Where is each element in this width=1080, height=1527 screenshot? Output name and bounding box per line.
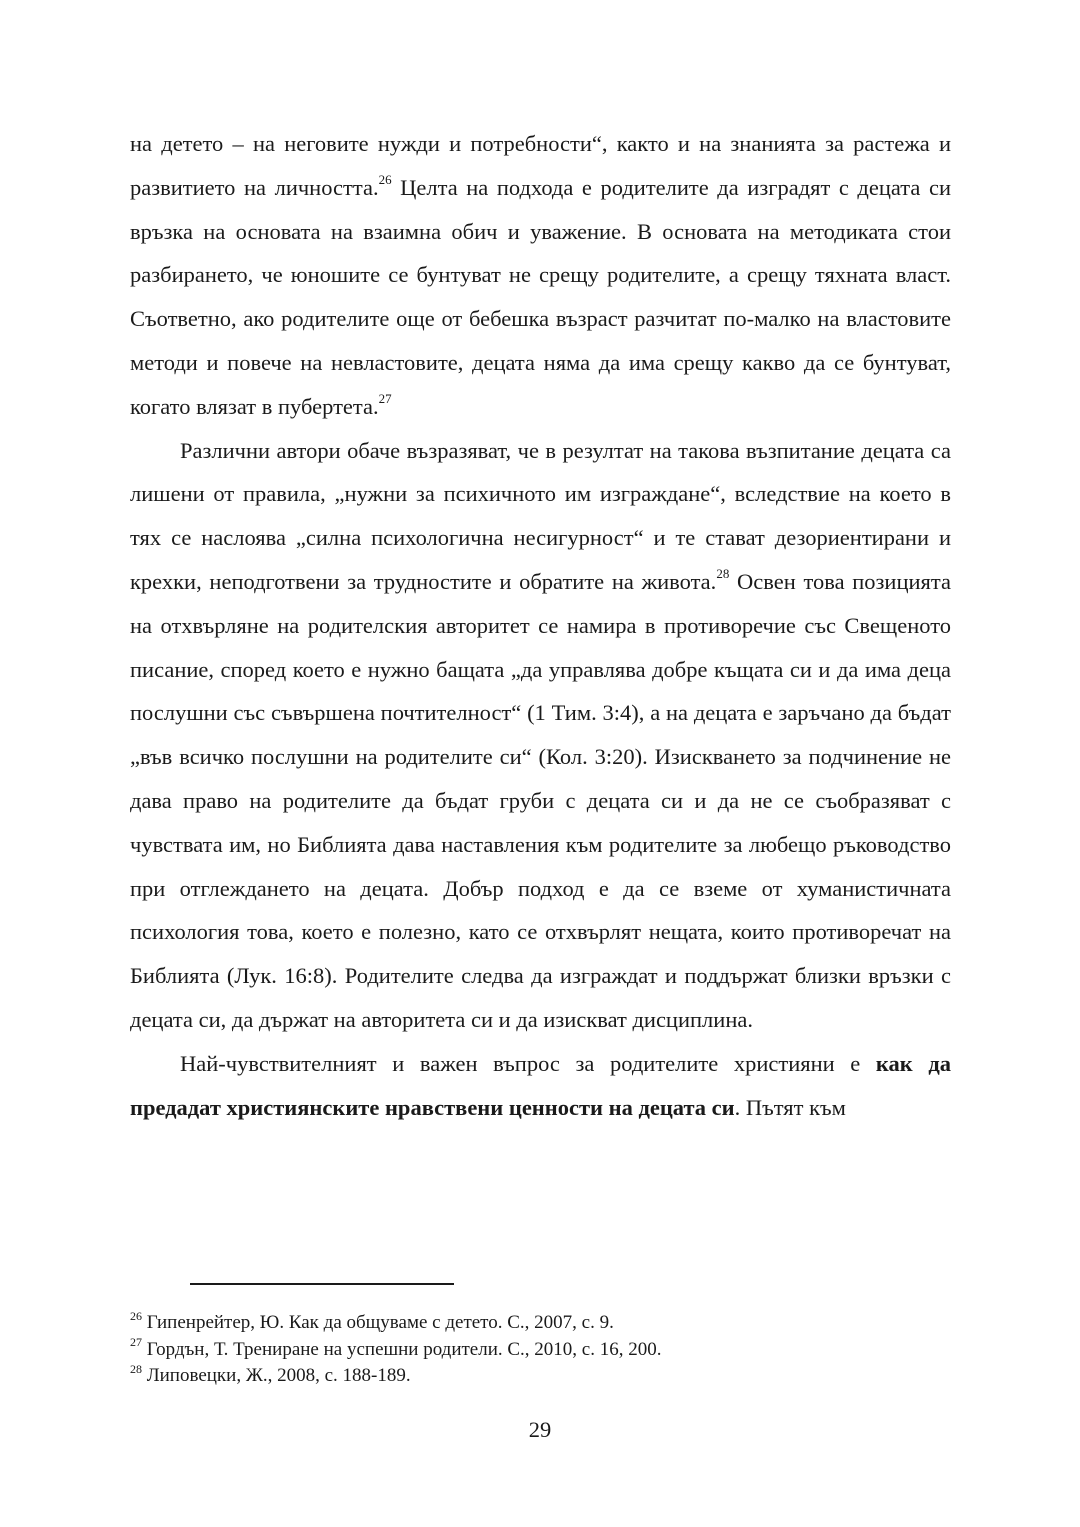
footnote-reference: 28 [716, 566, 730, 582]
page-number: 29 [528, 1417, 552, 1442]
footnote-text: Липовецки, Ж., 2008, с. 188-189. [142, 1365, 411, 1386]
text-run: Целта на подхода е родителите да изградят с децата си връзка на основата на взаимна обич и уважение. В основата на методиката стои разбирането, че юношите се бунтуват не срещу родителите, а срещу тяхната власт. Съответно, ако родителите още от бебешка възраст разчитат по-малко на властовите методи и повече на невластовите, децата няма да има срещу какво да се бунтуват, когато влязат в пубертета. [130, 174, 951, 419]
footnote [130, 1363, 951, 1390]
text-run: Различни автори обаче възразяват, че в резултат на такова възпитание децата са лишени от правила, „нужни за психичното им изграждане“, вследствие на което в тях се наслоява „силна психологична несигурност“ и те стават дезориентирани и крехки, неподготвени за трудностите и обратите на живота. [130, 437, 951, 594]
text-run: Най-чувствителният и важен въпрос за родителите християни е [180, 1050, 876, 1076]
text-run: . Пътят към [734, 1094, 846, 1120]
footnote-number: 26 [130, 1308, 142, 1323]
text-run: Освен това позицията на отхвърляне на родителския авторитет се намира в противоречие със Свещеното писание, според което е нужно бащата „да управлява добре къщата си и да има деца послушни със съвършена почтителност“ (1 Тим. 3:4), а на децата е заръчано да бъдат „във всичко послушни на родителите си“ (Кол. 3:20). Изискването за подчинение не дава право на родителите да бъдат груби с децата си и да не се съобразяват с чувствата им, но Библията дава наставления към родителите за любещо ръководство при отглеждането на децата. Добър подход е да се вземе от хуманистичната психология това, което е полезно, като се отхвърлят нещата, които противоречат на Библията (Лук. 16:8). Родителите следва да изграждат и поддържат близки връзки с децата си, да държат на авторитета си и да изискват дисциплина. [130, 568, 951, 1032]
footnote [130, 1310, 951, 1337]
footnote-text: Гордън, Т. Трениране на успешни родители. С., 2010, с. 16, 200. [142, 1338, 662, 1360]
footnote-reference: 26 [378, 172, 392, 188]
paragraph [130, 122, 951, 429]
bold-text: как да предадат християнските нравствени ценности на децата си [130, 1050, 951, 1120]
paragraph [130, 429, 951, 1042]
footnote-number: 28 [130, 1361, 142, 1376]
footnotes [130, 1310, 951, 1390]
footnote-text: Гипенрейтер, Ю. Как да общуваме с детето. С., 2007, с. 9. [142, 1312, 614, 1333]
footnote-number: 27 [130, 1335, 142, 1350]
text-run: на детето – на неговите нужди и потребности“, както и на знанията за растежа и развитието на личността. [130, 131, 951, 200]
body-text [130, 122, 951, 1129]
footnote-separator [190, 1283, 454, 1285]
footnote [130, 1337, 951, 1364]
footnote-reference: 27 [378, 391, 392, 407]
paragraph [130, 1042, 951, 1130]
